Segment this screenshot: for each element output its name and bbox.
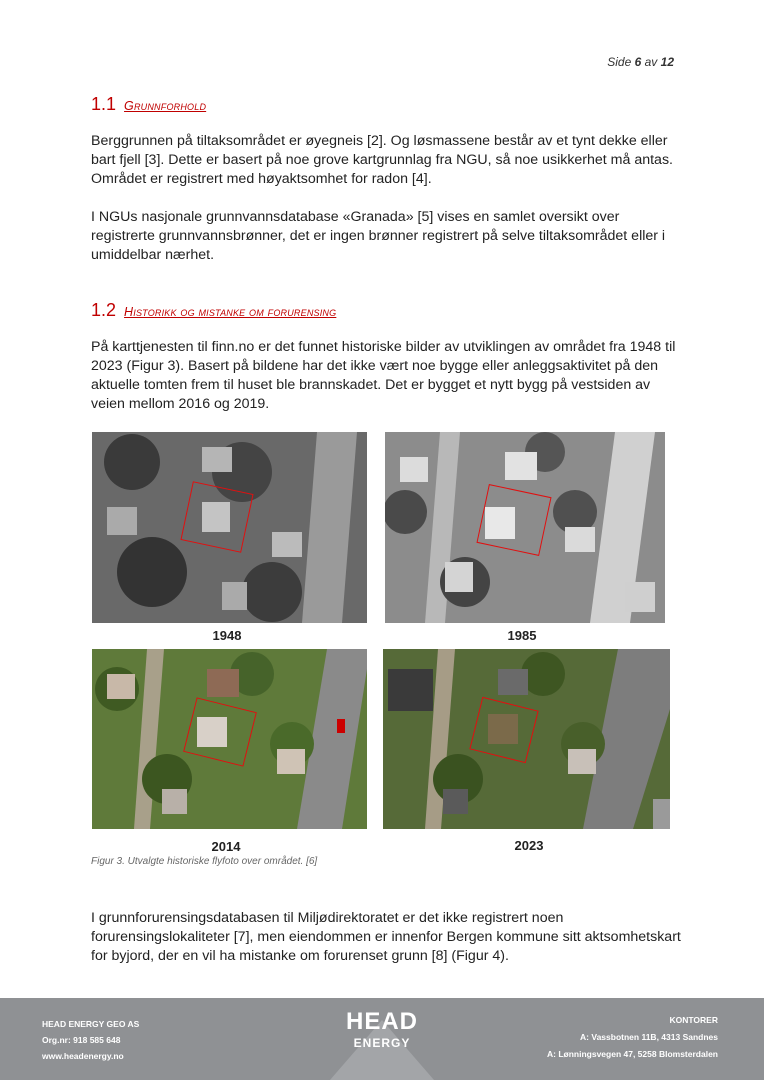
offices-label: KONTORER — [669, 1015, 718, 1025]
year-label-1948: 1948 — [212, 628, 242, 643]
figure-caption: Figur 3. Utvalgte historiske flyfoto over området. [6] — [91, 856, 318, 867]
section-number: 1.1 — [91, 94, 117, 114]
aerial-photo-2014 — [92, 649, 367, 829]
office-address-sandnes: A: Vassbotnen 11B, 4313 Sandnes — [580, 1032, 718, 1042]
year-label-2023: 2023 — [514, 838, 544, 853]
page-footer — [0, 998, 764, 1080]
section-heading-grunnforhold — [91, 94, 206, 115]
company-name: HEAD ENERGY GEO AS — [42, 1019, 140, 1029]
paragraph-historikk-1: På karttjenesten til finn.no er det funnet historiske bilder av utviklingen av området fra 1948 til 2023 (Figur 3). Basert på bildene har det ikke vært noe bygge eller anleggsaktivitet på den aktuelle tomten frem til huset ble brannskadet. Det er bygget et nytt bygg på vestsiden av veien mellom 2016 og 2019. — [91, 339, 676, 412]
footer-company-info — [42, 1016, 139, 1064]
aerial-photo-1985 — [385, 432, 665, 623]
year-label-1985: 1985 — [507, 628, 537, 643]
paragraph-historikk-2: I grunnforurensingsdatabasen til Miljødirektoratet er det ikke registrert noen forurensingslokaliteter [7], men eiendommen er innenfor Bergen kommune sitt aktsomhetskart for byjord, der en vil ha mistanke om forurenset grunn [8] (Figur 4). — [91, 910, 681, 964]
footer-offices — [547, 1012, 718, 1063]
website-link[interactable]: www.headenergy.no — [42, 1051, 124, 1061]
aerial-photo-1948 — [92, 432, 367, 623]
section-title: Historikk og mistanke om forurensing — [124, 305, 337, 319]
page-number: Side 6 av 12 — [607, 55, 674, 69]
section-heading-historikk — [91, 300, 336, 321]
aerial-photo-2023 — [383, 649, 670, 829]
head-energy-logo: HEAD ENERGY — [322, 998, 442, 1080]
office-address-blomsterdalen: A: Lønningsvegen 47, 5258 Blomsterdalen — [547, 1049, 718, 1059]
section-number: 1.2 — [91, 300, 117, 320]
paragraph-grunnforhold-2: I NGUs nasjonale grunnvannsdatabase «Granada» [5] vises en samlet oversikt over registrerte grunnvannsbrønner, det er ingen brønner registrert på selve tiltaksområdet eller i umiddelbar nærhet. — [91, 209, 666, 263]
year-label-2014: 2014 — [211, 839, 241, 854]
section-title: Grunnforhold — [124, 99, 207, 113]
paragraph-grunnforhold-1: Berggrunnen på tiltaksområdet er øyegneis [2]. Og løsmassene består av et tynt dekke eller bart fjell [3]. Dette er basert på noe grove kartgrunnlag fra NGU, så noe usikkerhet må antas. Området er registrert med høyaktsomhet for radon [4]. — [91, 133, 673, 187]
org-number: Org.nr: 918 585 648 — [42, 1035, 121, 1045]
